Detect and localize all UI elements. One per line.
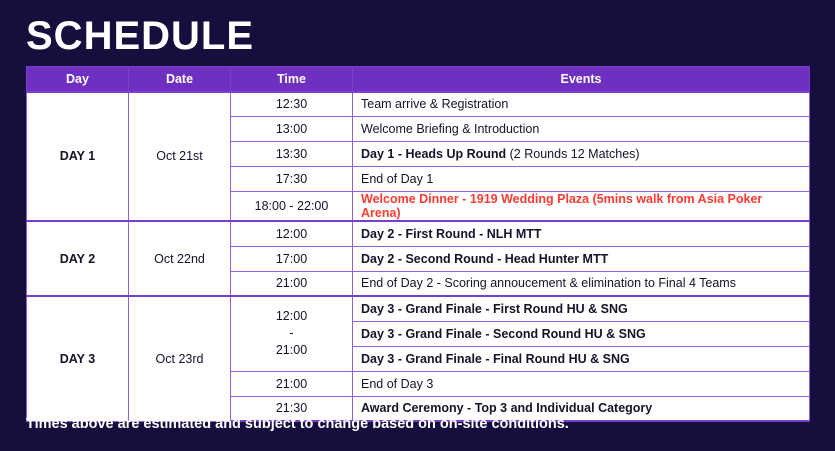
column-header-date: Date [129, 67, 231, 92]
time-range-dash: - [289, 326, 294, 341]
time-cell: 13:30 [231, 142, 353, 167]
event-cell [353, 142, 810, 167]
event-cell: Team arrive & Registration [353, 92, 810, 117]
time-cell: 17:30 [231, 167, 353, 192]
page-title: SCHEDULE [26, 14, 255, 58]
date-label: Oct 22nd [129, 221, 231, 296]
date-label: Oct 21st [129, 92, 231, 222]
event-cell: Day 3 - Grand Finale - Second Round HU & SNG [353, 321, 810, 346]
event-cell: Day 2 - Second Round - Head Hunter MTT [353, 246, 810, 271]
event-cell: End of Day 1 [353, 167, 810, 192]
event-cell: Day 3 - Grand Finale - First Round HU & SNG [353, 296, 810, 321]
table-header-row [27, 67, 810, 92]
time-cell: 21:00 [231, 371, 353, 396]
event-cell-normal-part: (2 Rounds 12 Matches) [509, 147, 640, 161]
day-label: DAY 2 [27, 221, 129, 296]
time-range-end: 21:00 [275, 343, 308, 358]
time-cell: 21:00 [231, 271, 353, 296]
table-row [27, 92, 810, 117]
event-cell: Day 3 - Grand Finale - Final Round HU & SNG [353, 346, 810, 371]
time-range-start: 12:00 [275, 309, 308, 324]
date-label: Oct 23rd [129, 296, 231, 421]
time-range-cell [231, 296, 353, 371]
time-cell: 13:00 [231, 117, 353, 142]
table-row [27, 221, 810, 246]
table-row [27, 296, 810, 321]
time-cell: 12:30 [231, 92, 353, 117]
schedule-table [26, 66, 810, 422]
day-label: DAY 3 [27, 296, 129, 421]
time-cell: 21:30 [231, 396, 353, 421]
event-cell: Day 2 - First Round - NLH MTT [353, 221, 810, 246]
column-header-day: Day [27, 67, 129, 92]
event-cell: Award Ceremony - Top 3 and Individual Category [353, 396, 810, 421]
time-cell: 12:00 [231, 221, 353, 246]
column-header-time: Time [231, 67, 353, 92]
event-cell-bold-part: Day 1 - Heads Up Round [361, 147, 510, 161]
event-cell: Welcome Briefing & Introduction [353, 117, 810, 142]
day-label: DAY 1 [27, 92, 129, 222]
schedule-table-wrapper [26, 66, 809, 422]
column-header-events: Events [353, 67, 810, 92]
event-cell: End of Day 2 - Scoring annoucement & elimination to Final 4 Teams [353, 271, 810, 296]
time-cell: 17:00 [231, 246, 353, 271]
event-cell: End of Day 3 [353, 371, 810, 396]
time-cell: 18:00 - 22:00 [231, 192, 353, 222]
event-cell: Welcome Dinner - 1919 Wedding Plaza (5mins walk from Asia Poker Arena) [353, 192, 810, 222]
footnote-text: Times above are estimated and subject to change based on on-site conditions. [26, 416, 569, 432]
